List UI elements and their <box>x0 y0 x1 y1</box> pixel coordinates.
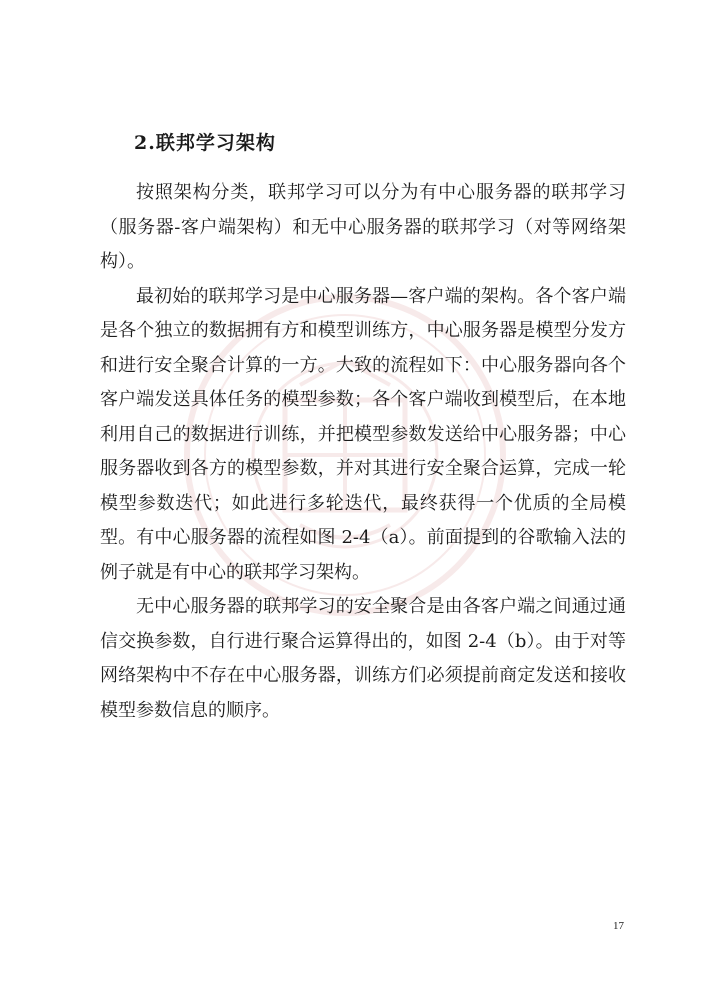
paragraph: 无中心服务器的联邦学习的安全聚合是由各客户端之间通过通信交换参数，自行进行聚合运算得出的，如图 2-4（b）。由于对等网络架构中不存在中心服务器，训练方们必须提前商定发送和接收模型参数信息的顺序。 <box>100 596 626 721</box>
section-heading: 2.联邦学习架构 <box>134 132 276 154</box>
paragraph: 按照架构分类，联邦学习可以分为有中心服务器的联邦学习（服务器-客户端架构）和无中心服务器的联邦学习（对等网络架构）。 <box>100 182 626 272</box>
page-number: 17 <box>613 920 624 932</box>
paragraph: 最初始的联邦学习是中心服务器—客户端的架构。各个客户端是各个独立的数据拥有方和模型训练方，中心服务器是模型分发方和进行安全聚合计算的一方。大致的流程如下：中心服务器向各个客户端发送具体任务的模型参数；各个客户端收到模型后，在本地利用自己的数据进行训练，并把模型参数发送给中心服务器；中心服务器收到各方的模型参数，并对其进行安全聚合运算，完成一轮模型参数迭代；如此进行多轮迭代，最终获得一个优质的全局模型。有中心服务器的流程如图 2-4（a）。前面提到的谷歌输入法的例子就是有中心的联邦学习架构。 <box>100 285 626 583</box>
body-text <box>100 176 626 728</box>
